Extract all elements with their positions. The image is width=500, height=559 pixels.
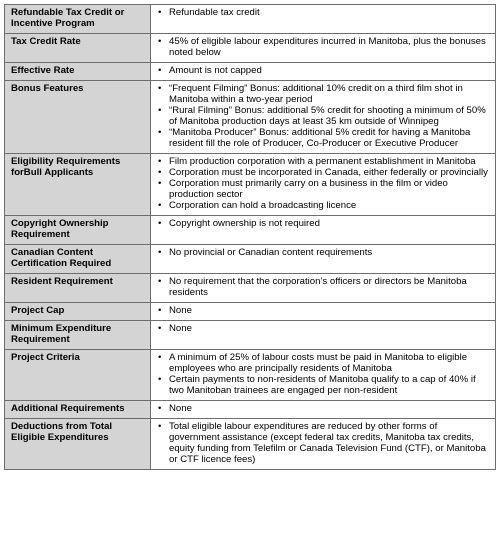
row-value [151,401,496,419]
list-item [157,83,490,105]
row-value [151,303,496,321]
list-item-text: “Manitoba Producer” Bonus: additional 5% credit for having a Manitoba resident fill the role of Producer, Co-Producer or Executive Producer [169,127,471,149]
bullet-icon: • [158,200,162,211]
bullet-icon: • [158,167,162,178]
list-item-text: Refundable tax credit [169,7,260,18]
bullet-icon: • [158,352,162,363]
bullet-icon: • [158,105,162,116]
list-item [157,374,490,396]
list-item [157,36,490,58]
list-item [157,167,490,178]
list-item [157,323,490,334]
row-label: Project Cap [5,303,151,321]
row-label: Tax Credit Rate [5,34,151,63]
table-row [5,419,496,470]
table-row [5,5,496,34]
bullet-list [157,36,490,58]
list-item-text: None [169,403,192,414]
table-row [5,34,496,63]
table-row [5,81,496,154]
bullet-list [157,218,490,229]
list-item [157,200,490,211]
bullet-icon: • [158,276,162,287]
row-value [151,274,496,303]
table-row [5,401,496,419]
bullet-list [157,305,490,316]
table-row [5,274,496,303]
document-page [4,4,496,470]
row-label: Deductions from Total Eligible Expenditures [5,419,151,470]
row-label: Effective Rate [5,63,151,81]
list-item-text: None [169,305,192,316]
bullet-list [157,247,490,258]
list-item [157,247,490,258]
list-item-text: Amount is not capped [169,65,262,76]
list-item-text: None [169,323,192,334]
row-label: Canadian Content Certification Required [5,245,151,274]
bullet-icon: • [158,83,162,94]
table-row [5,63,496,81]
bullet-list [157,352,490,396]
bullet-icon: • [158,374,162,385]
row-value [151,81,496,154]
list-item [157,65,490,76]
table-row [5,245,496,274]
list-item-text: Copyright ownership is not required [169,218,320,229]
bullet-icon: • [158,421,162,432]
list-item-text: Corporation must be incorporated in Canada, either federally or provincially [169,167,488,178]
row-value [151,321,496,350]
bullet-list [157,7,490,18]
bullet-icon: • [158,36,162,47]
list-item [157,7,490,18]
row-value [151,34,496,63]
list-item [157,218,490,229]
list-item [157,403,490,414]
list-item-text: No requirement that the corporation’s officers or directors be Manitoba residents [169,276,467,298]
row-value [151,419,496,470]
bullet-list [157,83,490,149]
row-label: Project Criteria [5,350,151,401]
list-item-text: “Rural Filming” Bonus: additional 5% credit for shooting a minimum of 50% of Manitoba production days at least 35 km outside of Winnipeg [169,105,486,127]
bullet-list [157,421,490,465]
table-row [5,303,496,321]
bullet-icon: • [158,218,162,229]
table-row [5,154,496,216]
bullet-icon: • [158,156,162,167]
row-label: Minimum Expenditure Requirement [5,321,151,350]
list-item [157,352,490,374]
bullet-icon: • [158,247,162,258]
list-item-text: Certain payments to non-residents of Manitoba qualify to a cap of 40% if two Manitoban trainees are engaged per non-resident [169,374,476,396]
list-item-text: Corporation can hold a broadcasting licence [169,200,357,211]
list-item-text: Film production corporation with a permanent establishment in Manitoba [169,156,476,167]
list-item-text: “Frequent Filming” Bonus: additional 10% credit on a third film shot in Manitoba within a two-year period [169,83,463,105]
bullet-icon: • [158,178,162,189]
row-value [151,63,496,81]
list-item-text: Total eligible labour expenditures are reduced by other forms of government assistance (except federal tax credits, Manitoba tax credits, equity funding from Telefilm or Canada Television Fund (CTF), or Manitoba or CTF licence fees) [169,421,486,465]
bullet-icon: • [158,305,162,316]
list-item-text: 45% of eligible labour expenditures incurred in Manitoba, plus the bonuses noted below [169,36,486,58]
list-item [157,276,490,298]
bullet-icon: • [158,403,162,414]
row-value [151,5,496,34]
bullet-icon: • [158,65,162,76]
list-item [157,305,490,316]
row-value [151,154,496,216]
row-value [151,350,496,401]
list-item [157,105,490,127]
bullet-list [157,65,490,76]
table-row [5,350,496,401]
table-row [5,321,496,350]
list-item [157,178,490,200]
row-value [151,245,496,274]
row-label: Bonus Features [5,81,151,154]
row-value [151,216,496,245]
row-label: Eligibility Requirements forBull Applicants [5,154,151,216]
bullet-icon: • [158,323,162,334]
row-label: Copyright Ownership Requirement [5,216,151,245]
list-item-text: No provincial or Canadian content requirements [169,247,373,258]
list-item [157,127,490,149]
table-row [5,216,496,245]
bullet-list [157,323,490,334]
bullet-list [157,156,490,211]
bullet-icon: • [158,127,162,138]
bullet-list [157,403,490,414]
row-label: Refundable Tax Credit or Incentive Program [5,5,151,34]
list-item-text: Corporation must primarily carry on a business in the film or video production sector [169,178,448,200]
row-label: Additional Requirements [5,401,151,419]
row-label: Resident Requirement [5,274,151,303]
list-item [157,156,490,167]
list-item-text: A minimum of 25% of labour costs must be paid in Manitoba to eligible employees who are principally residents of Manitoba [169,352,468,374]
bullet-list [157,276,490,298]
list-item [157,421,490,465]
tax-credit-table [4,4,496,470]
bullet-icon: • [158,7,162,18]
